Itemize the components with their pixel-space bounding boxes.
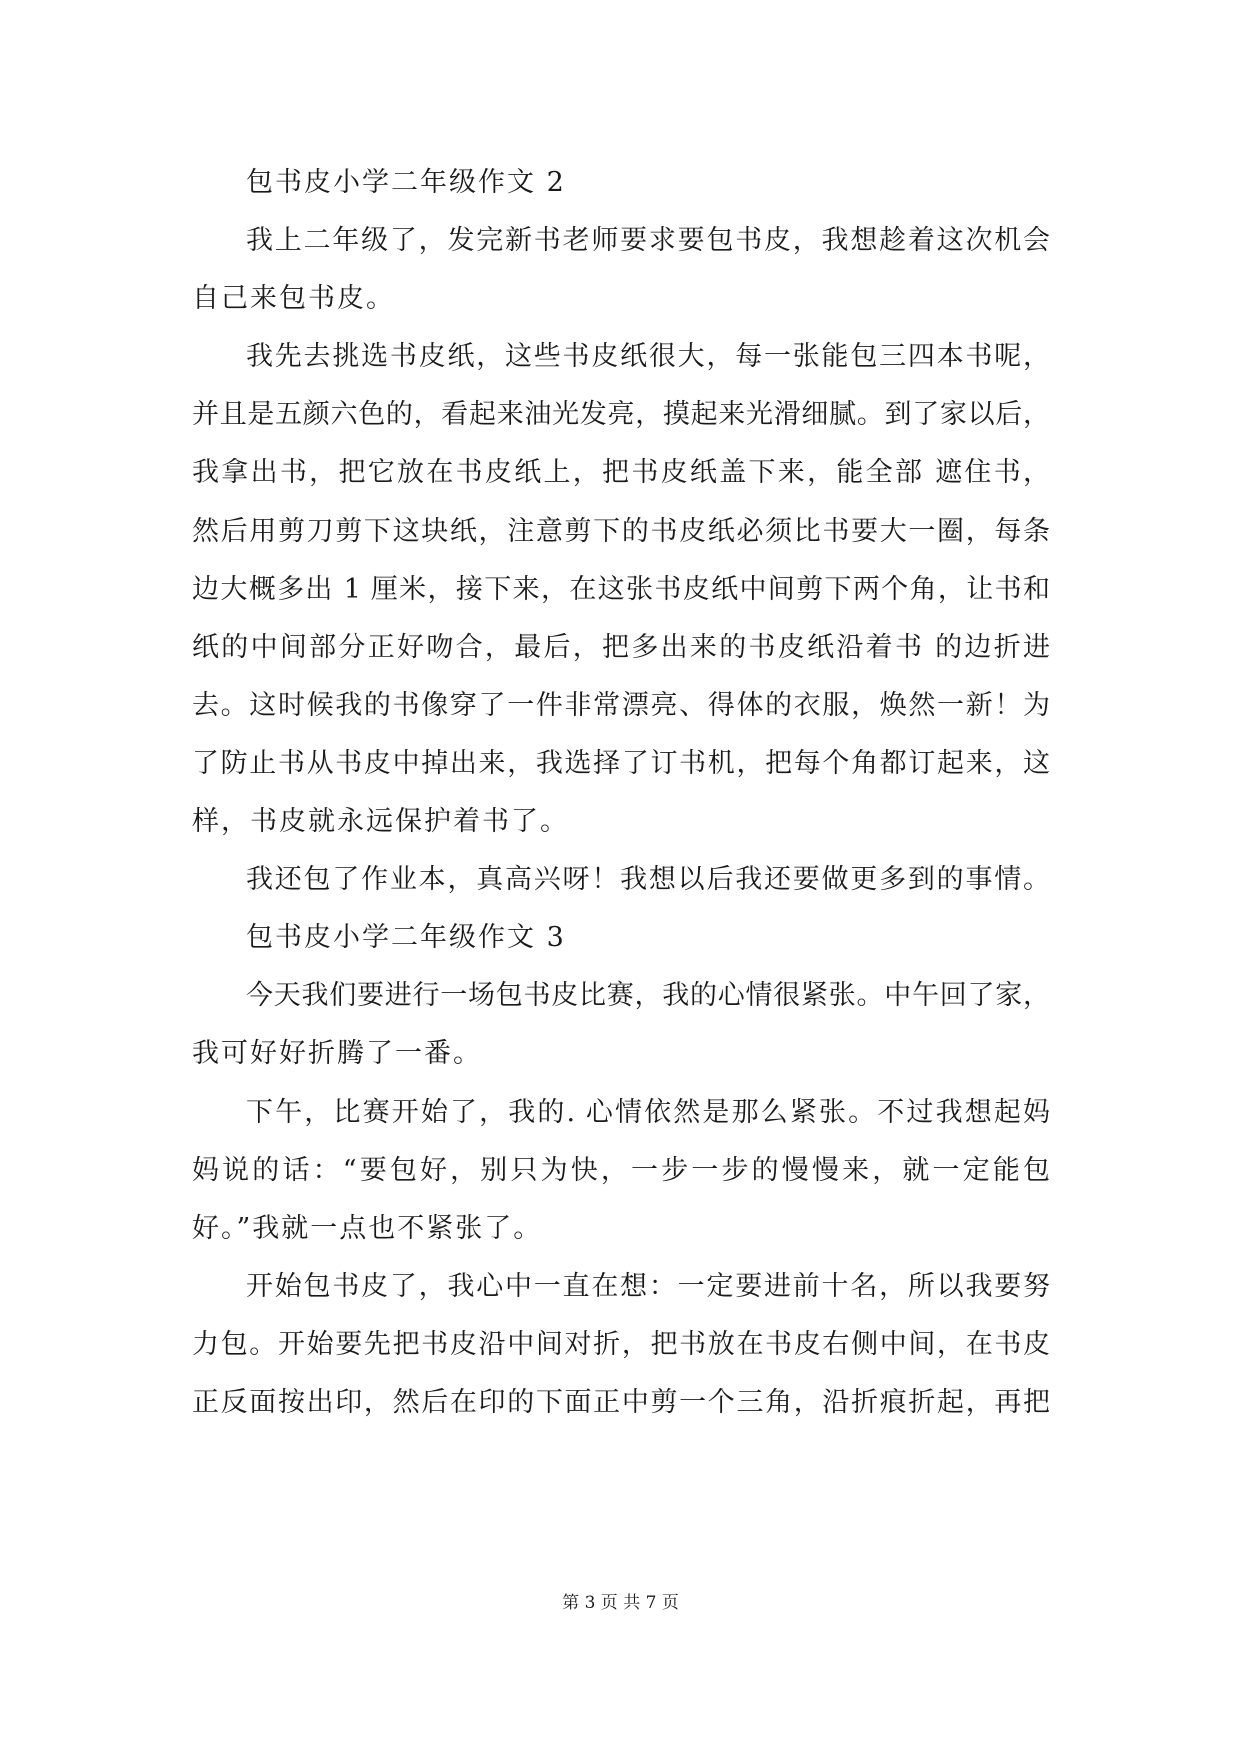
paragraph-line: 正反面按出印，然后在印的下面正中剪一个三角，沿折痕折起，再把 (192, 1386, 1050, 1418)
paragraph-line: 纸的中间部分正好吻合，最后，把多出来的书皮纸沿着书 的边折进 (192, 631, 1050, 663)
page-footer: 第 3 页 共 7 页 (562, 1593, 679, 1613)
paragraph-line: 力包。开始要先把书皮沿中间对折，把书放在书皮右侧中间，在书皮 (192, 1328, 1050, 1360)
paragraph-line: 我上二年级了，发完新书老师要求要包书皮，我想趁着这次机会 (246, 225, 1050, 257)
paragraph-line: 然后用剪刀剪下这块纸，注意剪下的书皮纸必须比书要大一圈，每条 (192, 515, 1050, 547)
paragraph-line: 开始包书皮了，我心中一直在想：一定要进前十名，所以我要努 (246, 1270, 1050, 1302)
paragraph-line: 我还包了作业本，真高兴呀！我想以后我还要做更多到的事情。 (246, 864, 1050, 896)
paragraph-line: 边大概多出 1 厘米，接下来，在这张书皮纸中间剪下两个角，让书和 (192, 573, 1050, 605)
heading-essay-3: 包书皮小学二年级作文 3 (246, 922, 566, 954)
document-body (192, 154, 1050, 1432)
paragraph-line: 样，书皮就永远保护着书了。 (192, 806, 569, 838)
paragraph-line: 我可好好折腾了一番。 (192, 1038, 482, 1070)
heading-essay-2: 包书皮小学二年级作文 2 (246, 167, 566, 198)
paragraph-line: 自己来包书皮。 (192, 283, 395, 315)
paragraph-line: 去。这时候我的书像穿了一件非常漂亮、得体的衣服，焕然一新！为 (192, 689, 1050, 721)
paragraph-line: 今天我们要进行一场包书皮比赛，我的心情很紧张。中午回了家， (246, 980, 1050, 1012)
paragraph-line: 了防止书从书皮中掉出来，我选择了订书机，把每个角都订起来，这 (192, 747, 1050, 779)
paragraph-line: 妈说的话：“要包好，别只为快，一步一步的慢慢来，就一定能包 (192, 1154, 1050, 1186)
paragraph-line: 下午，比赛开始了，我的. 心情依然是那么紧张。不过我想起妈 (246, 1096, 1050, 1128)
paragraph-line: 好。”我就一点也不紧张了。 (192, 1212, 543, 1244)
paragraph-line: 并且是五颜六色的，看起来油光发亮，摸起来光滑细腻。到了家以后， (192, 399, 1050, 431)
paragraph-line: 我拿出书，把它放在书皮纸上，把书皮纸盖下来，能全部 遮住书， (192, 457, 1050, 489)
paragraph-line: 我先去挑选书皮纸，这些书皮纸很大，每一张能包三四本书呢， (246, 341, 1050, 373)
